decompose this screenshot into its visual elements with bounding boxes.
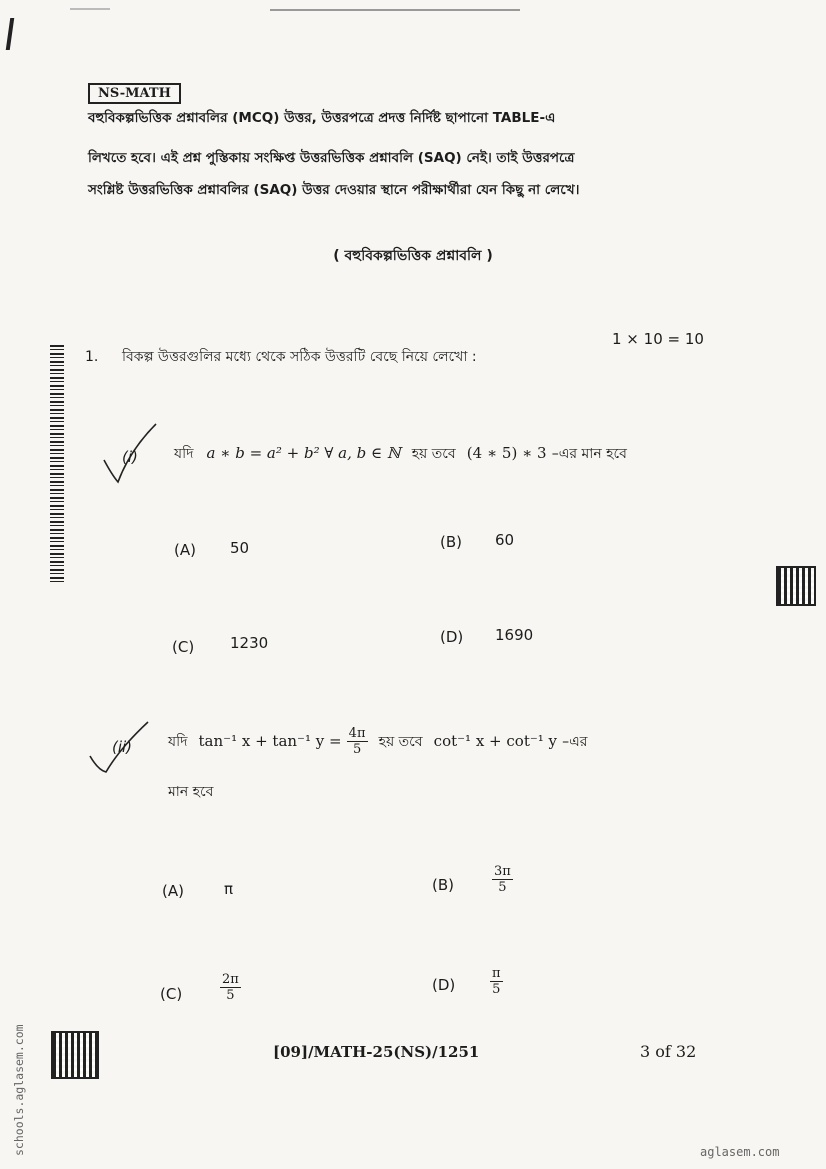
subquestion-label-i: (i) [122,448,138,466]
q-i-middle: হয় তবে [411,446,456,462]
q-ii-expression2: cot⁻¹ x + cot⁻¹ y [433,732,558,750]
paper-code-box: NS-MATH [88,83,181,104]
q-ii-prefix: যদি [168,734,188,750]
q-i-option-c-label: (C) [172,638,195,656]
q-ii-line2: মান হবে [168,784,214,800]
q-ii-option-c-label: (C) [160,985,183,1003]
q-ii-option-c-num: 2π [222,972,239,987]
q-ii-option-d-value [490,966,503,997]
q-ii-middle: হয় তবে [378,734,423,750]
q-ii-option-c-den: 5 [226,988,235,1003]
q-i-option-d-label: (D) [440,628,464,646]
subquestion-i-text [174,442,627,466]
qr-code-right [776,566,816,606]
corner-scan-mark [6,18,14,50]
q-ii-option-d-den: 5 [492,982,501,997]
question-marks: 1 × 10 = 10 [612,330,704,348]
q-ii-option-b-den: 5 [498,880,507,895]
q-ii-option-b-value [492,864,513,895]
instruction-line-3: সংশ্লিষ্ট উত্তরভিত্তিক প্রশ্নাবলির (SAQ) উত্তর দেওয়ার স্থানে পরীক্ষার্থীরা যেন কিছু না লেখে। [88,182,580,198]
q-i-suffix: –এর মান হবে [551,446,627,462]
top-scan-mark [70,8,110,10]
q-ii-rhs-fraction [347,726,368,757]
vertical-watermark [12,966,32,1166]
question-instruction: বিকল্প উত্তরগুলির মধ্যে থেকে সঠিক উত্তরটি বেছে নিয়ে লেখো : [122,349,477,365]
footer-paper-code: [09]/MATH-25(NS)/1251 [273,1043,480,1061]
q-i-expression2: (4 ∗ 5) ∗ 3 [466,444,547,462]
subquestion-ii-text [168,726,587,757]
q-ii-option-c-value [220,972,241,1003]
q-ii-suffix: –এর [562,734,588,750]
q-i-option-c-value: 1230 [230,634,269,652]
q-ii-rhs-den: 5 [352,742,362,757]
q-ii-option-b-fraction [492,864,513,895]
q-ii-option-d-fraction [490,966,503,997]
q-ii-option-d-label: (D) [432,976,456,994]
page-number: 3 of 32 [640,1042,697,1061]
q-i-option-b-value: 60 [495,531,515,549]
subquestion-label-ii: (ii) [112,738,133,756]
q-ii-option-d-num: π [492,966,501,981]
question-number: 1. [85,349,99,365]
q-i-expression: a ∗ b = a² + b² ∀ a, b ∈ ℕ [206,444,401,462]
q-ii-option-c-fraction [220,972,241,1003]
q-i-option-b-label: (B) [440,533,462,551]
q-ii-option-b-num: 3π [494,864,511,879]
q-ii-option-b-label: (B) [432,876,454,894]
q-i-option-d-value: 1690 [495,626,534,644]
q-ii-expression: tan⁻¹ x + tan⁻¹ y = [198,732,342,750]
q-ii-rhs-num: 4π [348,726,366,741]
side-barcode [50,345,64,585]
qr-code-left [51,1031,99,1079]
top-scan-line [270,9,520,11]
instruction-line-1: বহুবিকল্পভিত্তিক প্রশ্নাবলির (MCQ) উত্তর, উত্তরপত্রে প্রদত্ত নির্দিষ্ট ছাপানো TABLE-এ [88,110,556,126]
q-ii-option-a-value: π [224,880,234,898]
bottom-watermark: aglasem.com [700,1145,780,1159]
q-ii-option-a-label: (A) [162,882,184,900]
q-i-prefix: যদি [174,446,194,462]
vertical-watermark-text: schools.aglasem.com [12,1024,26,1156]
q-i-option-a-label: (A) [174,541,196,559]
instruction-line-2: লিখতে হবে। এই প্রশ্ন পুস্তিকায় সংক্ষিপ্ত উত্তরভিত্তিক প্রশ্নাবলি (SAQ) নেই। তাই উত্তরপত্রে [88,150,575,166]
q-i-option-a-value: 50 [230,539,250,557]
section-heading: ( বহুবিকল্পভিত্তিক প্রশ্নাবলি ) [333,248,493,264]
